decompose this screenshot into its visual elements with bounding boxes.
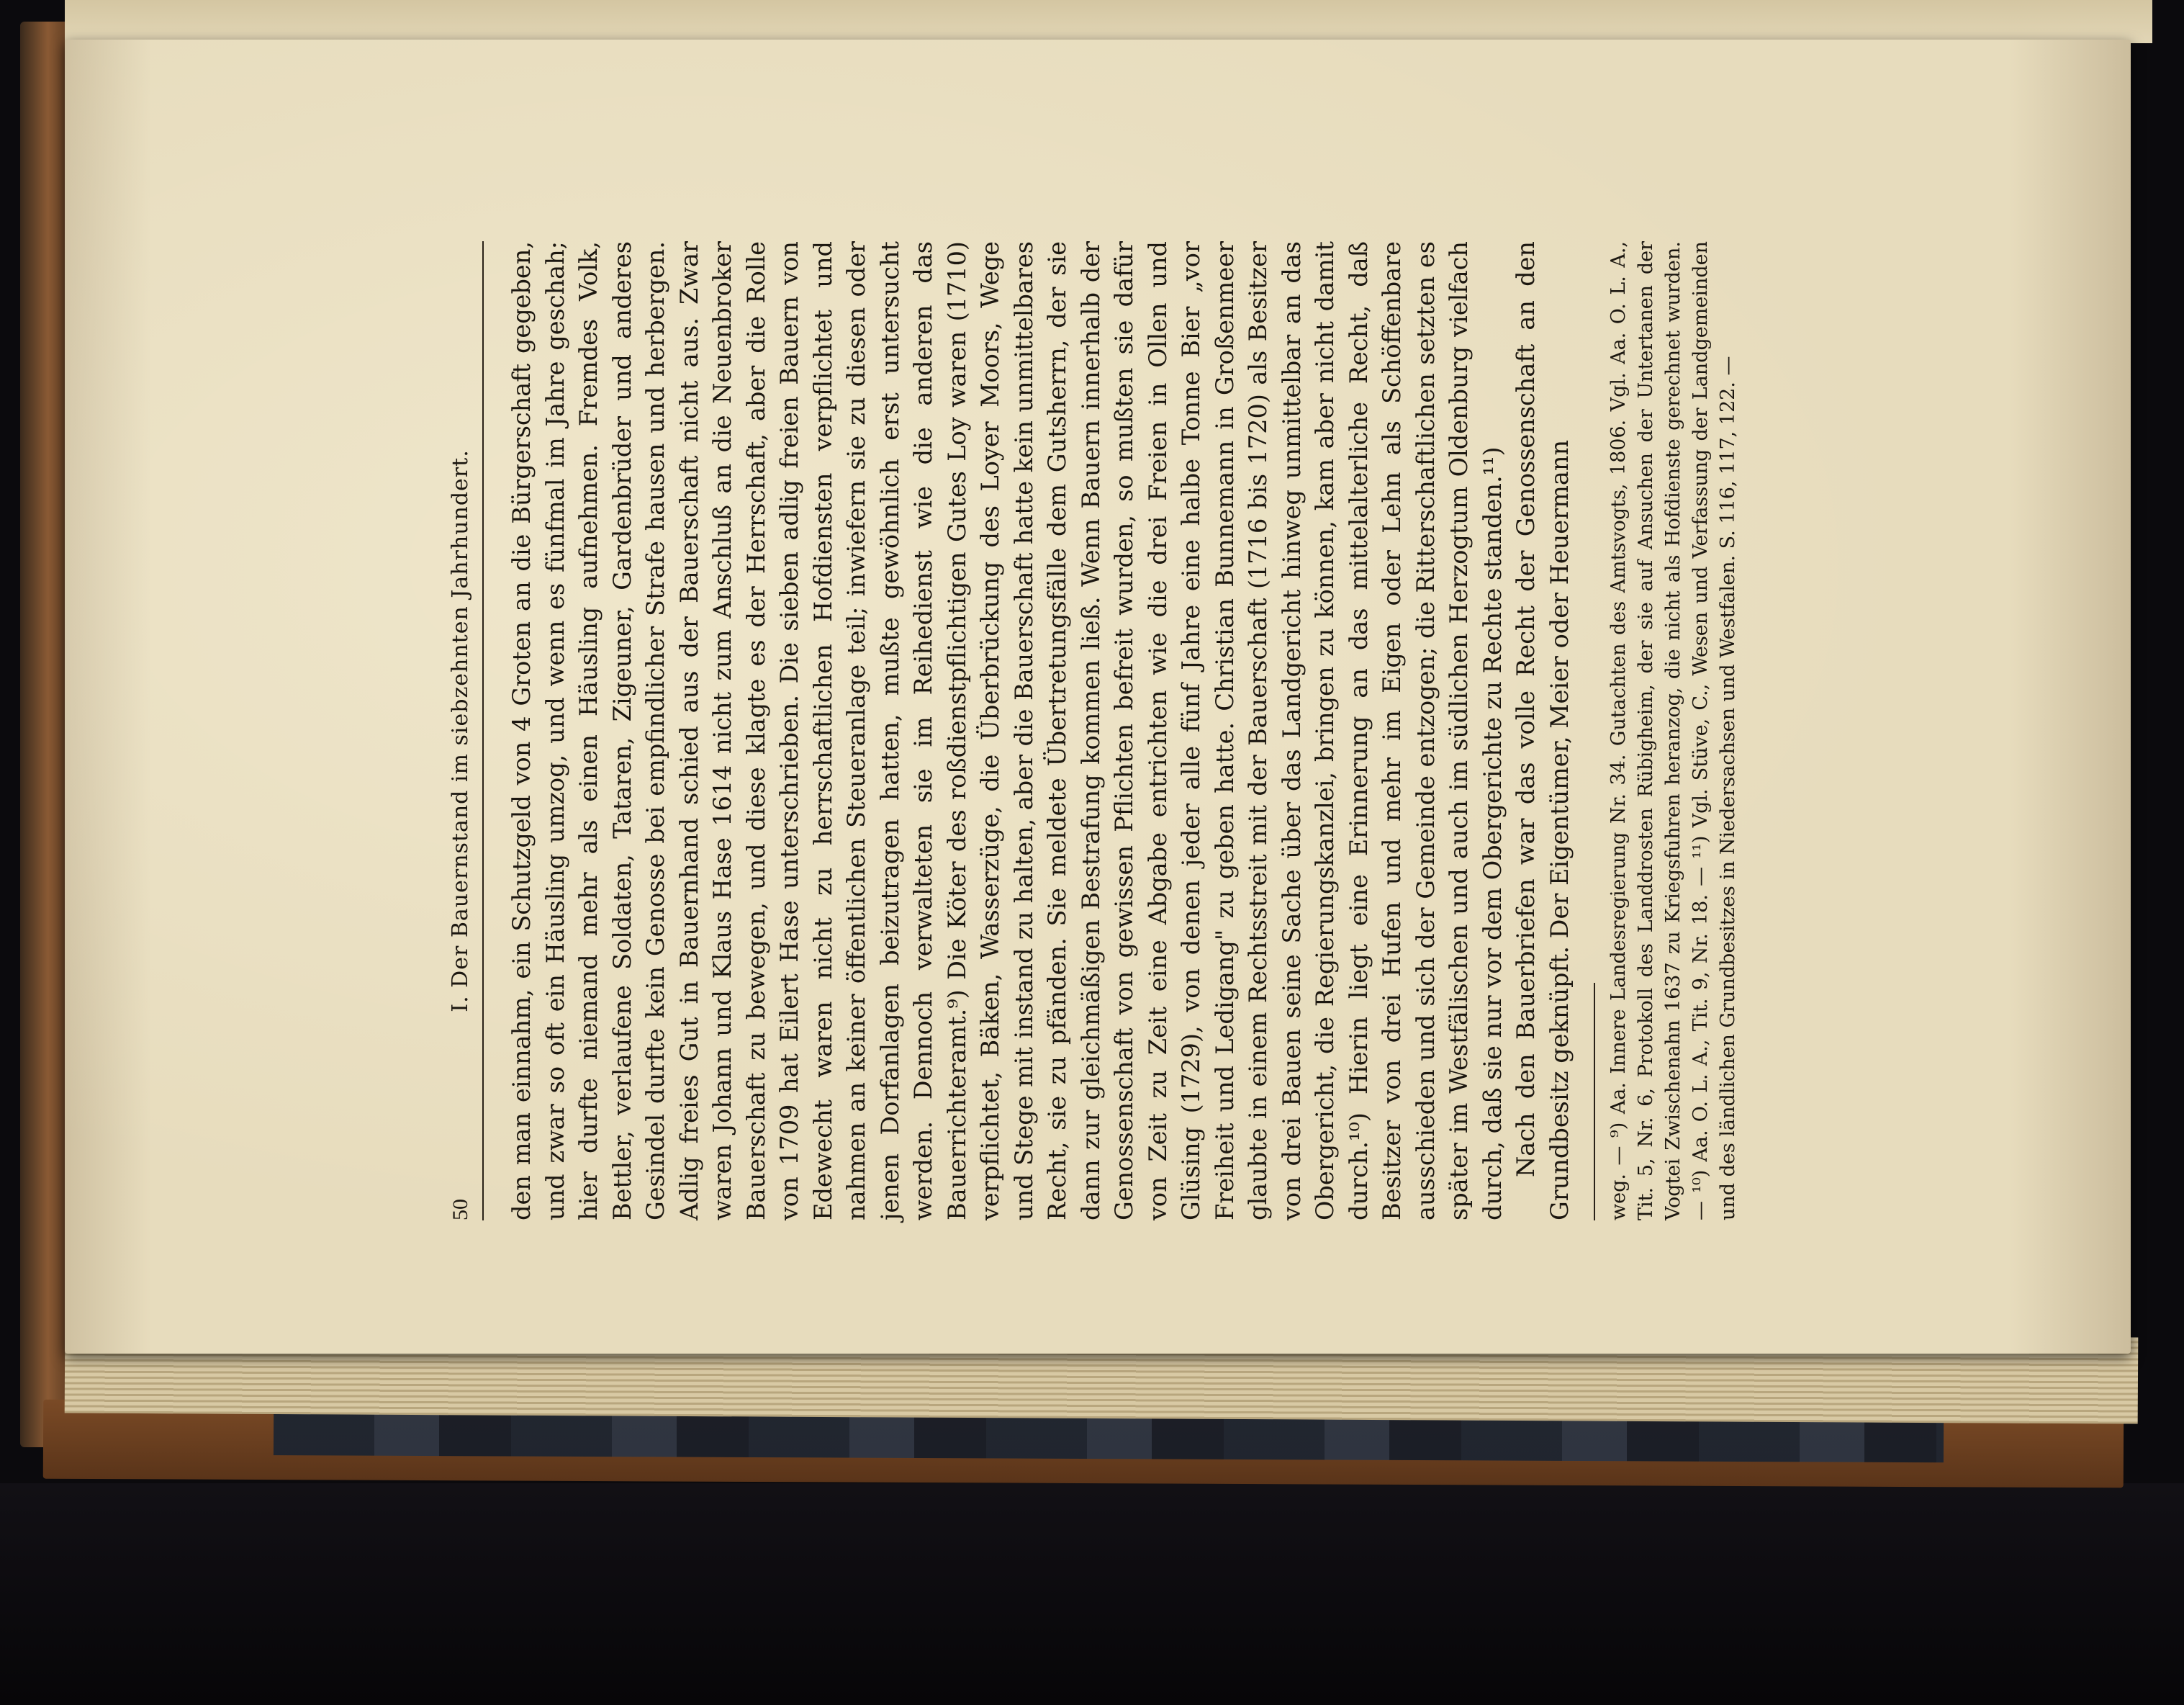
footnote-rule: [1594, 983, 1595, 1220]
previous-page-edge: [65, 0, 2152, 43]
body-text: [505, 241, 1576, 1220]
footnotes: weg. — ⁹) Aa. Innere Landesregierung Nr. 34. Gutachten des Amtsvogts, 1806. Vgl. Aa. O. L. A., Tit. 5, Nr. 6, Protokoll des Landdrosten Rübigheim, der sie auf Ansuchen der Untertanen der Vogtei Zwischenahn 1637 zu Kriegsfuhren heranzog, die nicht als Hofdienste gerechnet wurden. — ¹⁰) Aa. O. L. A., Tit. 9, Nr. 18. — ¹¹) Vgl. Stüve, C., Wesen und Verfassung der Landgemeinden und des ländlichen Grundbesitzes in Niedersachsen und Westfalen. S. 116, 117, 122. —: [1607, 241, 1739, 1220]
page-number: 50: [448, 1199, 472, 1220]
page-header: [439, 241, 484, 1220]
background-shadow: [0, 1483, 2184, 1705]
paragraph-2: Nach den Bauerbriefen war das volle Recht der Genossenschaft an den Grundbesitz geknüpft. Der Eigentümer, Meier oder Heuermann: [1512, 241, 1574, 1220]
running-title: I. Der Bauernstand im siebzehnten Jahrhundert.: [448, 449, 473, 1012]
book-page: [65, 40, 2131, 1354]
book-cover-edge: [20, 22, 71, 1447]
paragraph-1: den man einnahm, ein Schutzgeld von 4 Groten an die Bürgerschaft gegeben, und zwar so oft ein Häusling umzog, und wenn es fünfmal im Jahre geschah; hier durfte niemand mehr als einen Häusling aufnehmen. Fremdes Volk, Bettler, verlaufene Soldaten, Tataren, Zigeuner, Gardenbrüder und anderes Gesindel durfte kein Genosse bei empfindlicher Strafe hausen und herbergen. Adlig freies Gut in Bauernhand schied aus der Bauerschaft nicht aus. Zwar waren Johann und Klaus Hase 1614 nicht zum Anschluß an die Neuenbroker Bauerschaft zu bewegen, und diese klagte es der Herrschaft, aber die Rolle von 1709 hat Eilert Hase unterschrieben. Die sieben adlig freien Bauern von Edewecht waren nicht zu herrschaftlichen Hofdiensten verpflichtet und nahmen an keiner öffentlichen Steueranlage teil; inwiefern sie zu diesen oder jenen Dorfanlagen beizutragen hatten, mußte gewöhnlich erst untersucht werden. Dennoch verwalteten sie im Reihedienst wie die anderen das Bauerrichteramt.⁹) Die Köter des roßdienstpflichtigen Gutes Loy waren (1710) verpflichtet, Bäken, Wasserzüge, die Überbrückung des Loyer Moors, Wege und Stege mit instand zu halten, aber die Bauerschaft hatte kein unmittelbares Recht, sie zu pfänden. Sie meldete Übertretungsfälle dem Gutsherrn, der sie dann zur gleichmäßigen Bestrafung kommen ließ. Wenn Bauern innerhalb der Genossenschaft von gewissen Pflichten befreit wurden, so mußten sie dafür von Zeit zu Zeit eine Abgabe entrichten wie die drei Freien in Ollen und Glüsing (1729), von denen jeder alle fünf Jahre eine halbe Tonne Bier „vor Freiheit und Ledigang" zu geben hatte. Christian Bunnemann in Großenmeer glaubte in einem Rechtsstreit mit der Bauerschaft (1716 bis 1720) als Besitzer von drei Bauen seine Sache über das Landgericht hinweg unmittelbar an das Obergericht, die Regierungskanzlei, bringen zu können, kam aber nicht damit durch.¹⁰) Hierin liegt eine Erinnerung an das mittelalterliche Recht, daß Besitzer von drei Hufen und mehr im Eigen oder Lehn als Schöffenbare ausschieden und sich der Gemeinde entzogen; die Ritterschaftlichen setzten es später im Westfälischen und auch im südlichen Herzogtum Oldenburg vielfach durch, daß sie nur vor dem Obergerichte zu Rechte standen.¹¹): [507, 241, 1507, 1220]
page-content: [439, 241, 1879, 1220]
